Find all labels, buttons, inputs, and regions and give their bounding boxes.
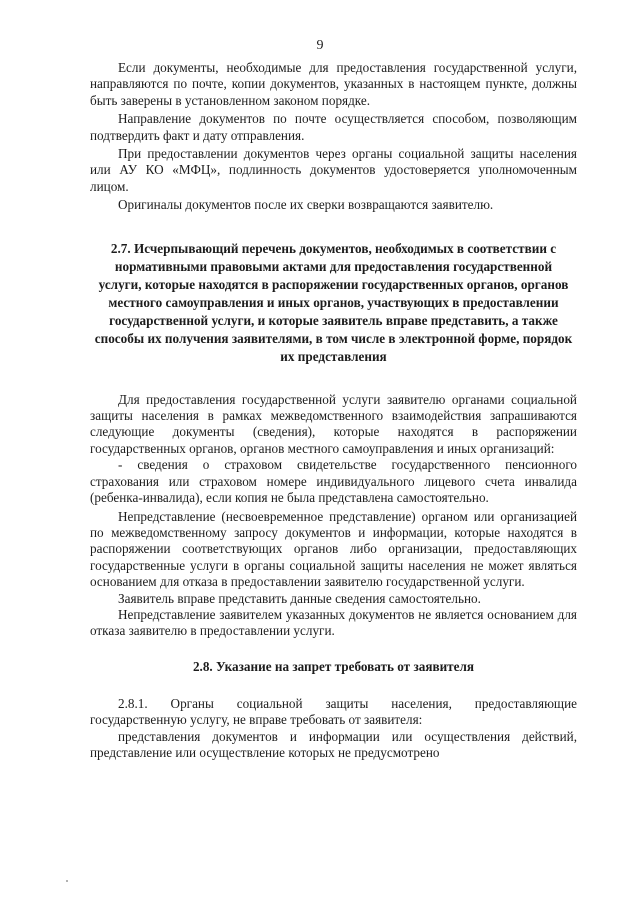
paragraph-mail-method: Направление документов по почте осуществляется способом, позволяющим подтвердить факт и дату отправления. xyxy=(90,111,577,143)
paragraph-applicant-right: Заявитель вправе представить данные сведения самостоятельно. xyxy=(118,590,481,606)
section-heading-2-7: 2.7. Исчерпывающий перечень документов, необходимых в соответствии с нормативными правовыми актами для предоставления государственной услуги, которые находятся в распоряжении государственных органов, органов местного самоуправления и иных органов, участвующих в предоставлении государственной услуги, и которые заявитель вправе представить, а также способы их получения заявителями, в том числе в электронной форме, порядок их представления xyxy=(94,240,573,364)
scan-speck xyxy=(66,880,68,882)
paragraph-non-submission-applicant: Непредставление заявителем указанных документов не является основанием для отказа заявителю в предоставлении услуги. xyxy=(90,606,577,639)
paragraph-prohibition-item: представления документов и информации или осуществления действий, представление или осуществление которых не предусмотрено xyxy=(90,728,577,760)
paragraph-certification: Если документы, необходимые для предоставления государственной услуги, направляются по почте, копии документов, указанных в настоящем пункте, должны быть заверены в установленном законом порядке. xyxy=(90,60,577,108)
paragraph-non-submission-agency: Непредставление (несвоевременное представление) органом или организацией по межведомственному запросу документов и информации, которые находятся в распоряжении соответствующих органов либо организации, предоставляющих государственные услуги в органы социальной защиты населения не может являться основанием для отказа в предоставлении заявителю государственной услуги. xyxy=(90,508,577,590)
paragraph-authenticity: При предоставлении документов через органы социальной защиты населения или АУ КО «МФЦ», подлинность документов удостоверяется уполномоченным лицом. xyxy=(90,146,577,194)
document-body xyxy=(90,60,577,761)
paragraph-insurance-info: - сведения о страховом свидетельстве государственного пенсионного страхования или страховом номере индивидуального лицевого счета инвалида (ребенка-инвалида), если копия не была представлена самостоятельно. xyxy=(90,457,577,506)
paragraph-2-8-1: 2.8.1. Органы социальной защиты населения, предоставляющие государственную услугу, не вправе требовать от заявителя: xyxy=(90,695,577,728)
section-heading-2-8: 2.8. Указание на запрет требовать от заявителя xyxy=(192,658,475,674)
page-number: 9 xyxy=(316,38,324,53)
paragraph-originals-returned: Оригиналы документов после их сверки возвращаются заявителю. xyxy=(118,197,494,213)
paragraph-interagency-request: Для предоставления государственной услуги заявителю органами социальной защиты населения в рамках межведомственного взаимодействия запрашиваются следующие документы (сведения), которые находятся в распоряжении государственных органов, органов местного самоуправления и иных организаций: xyxy=(90,391,577,456)
